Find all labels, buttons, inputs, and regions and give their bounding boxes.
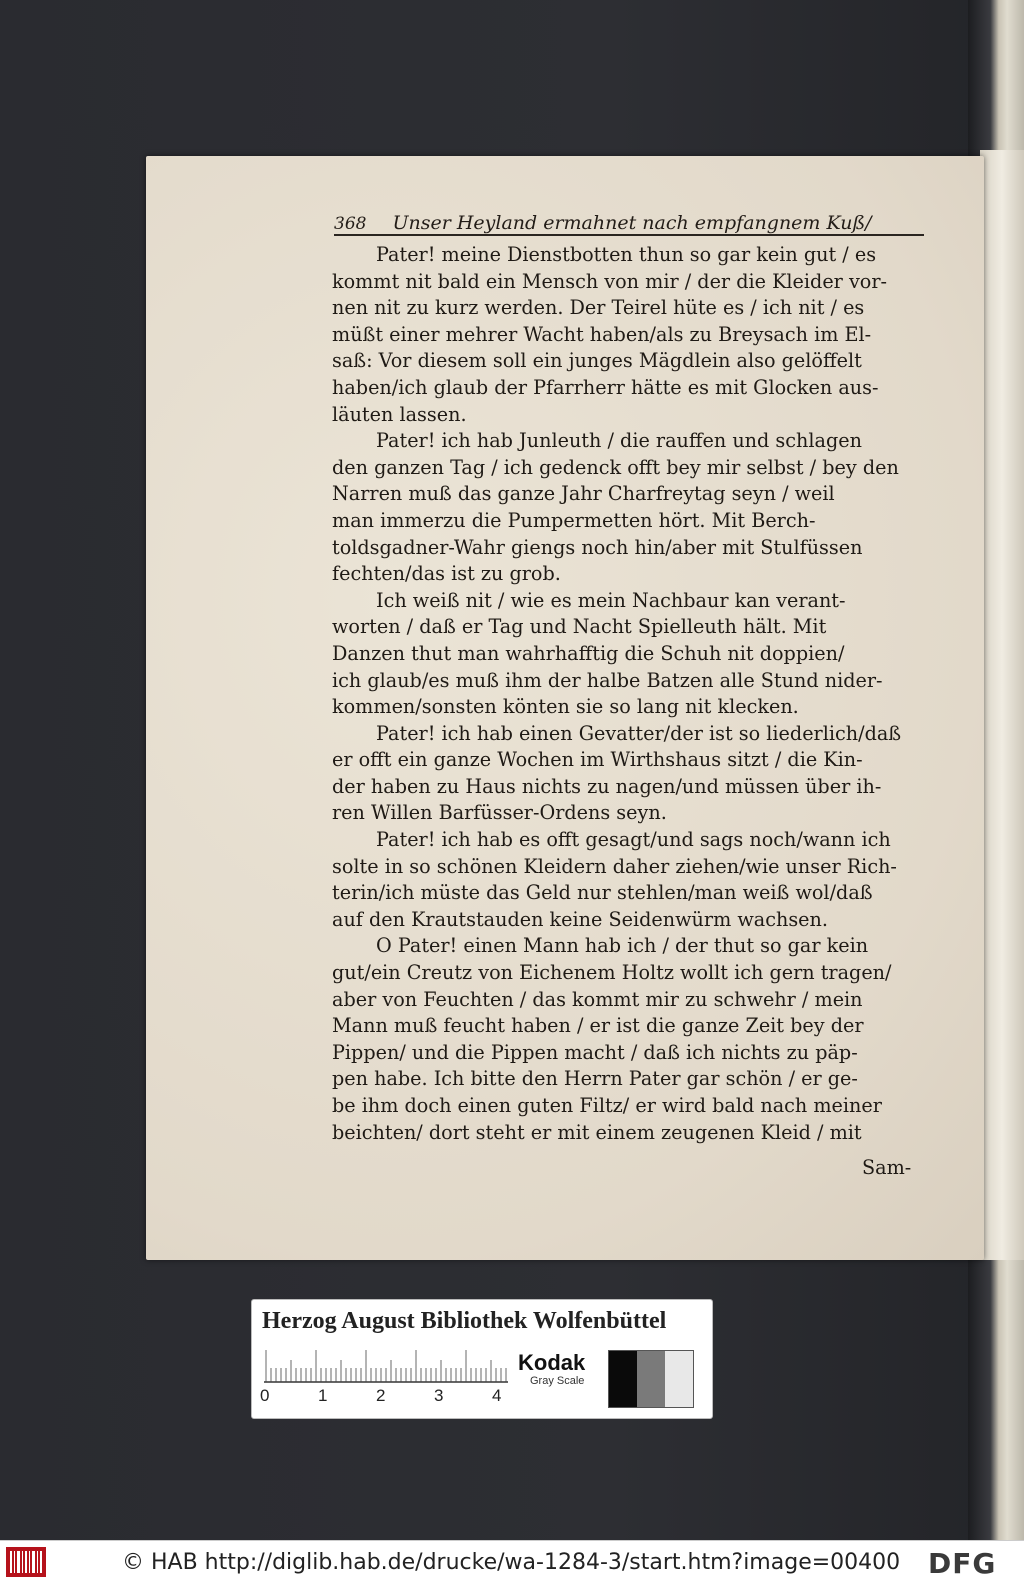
ruler-numbers: [260, 1386, 510, 1406]
text-line: Pater! ich hab es offt gesagt/und sags noch/wann ich: [376, 828, 891, 852]
ruler-scale: [264, 1348, 508, 1384]
catchword: Sam-: [862, 1156, 912, 1179]
text-line: auf den Krautstauden keine Seidenwürm wachsen.: [332, 907, 828, 931]
text-line: terin/ich müste das Geld nur stehlen/man weiß wol/daß: [332, 881, 873, 905]
gray-swatch: [637, 1351, 665, 1407]
gray-scale-swatches: [608, 1350, 694, 1408]
page-body-text: [332, 242, 932, 1146]
running-head: [334, 196, 924, 236]
text-line: kommt nit bald ein Mensch von mir / der die Kleider vor-: [332, 269, 887, 293]
text-line: Pater! ich hab Junleuth / die rauffen und schlagen: [376, 429, 862, 453]
text-line: Narren muß das ganze Jahr Charfreytag seyn / weil: [332, 482, 835, 506]
text-line: er offt ein ganze Wochen im Wirthshaus sitzt / die Kin-: [332, 748, 863, 772]
scale-card: [251, 1299, 713, 1419]
text-line: Mann muß feucht haben / er ist die ganze Zeit bey der: [332, 1014, 864, 1038]
text-line: ren Willen Barfüsser-Ordens seyn.: [332, 801, 667, 825]
text-line: Danzen thut man wahrhafftig die Schuh nit doppien/: [332, 641, 845, 665]
ruler-number: 3: [434, 1386, 444, 1405]
text-line: den ganzen Tag / ich gedenck offt bey mir selbst / bey den: [332, 455, 899, 479]
text-line: kommen/sonsten könten sie so lang nit klecken.: [332, 695, 799, 719]
text-line: Pater! ich hab einen Gevatter/der ist so liederlich/daß: [376, 721, 902, 745]
text-line: ich glaub/es muß ihm der halbe Batzen alle Stund nider-: [332, 668, 883, 692]
text-line: pen habe. Ich bitte den Herrn Pater gar schön / er ge-: [332, 1067, 858, 1091]
text-line: läuten lassen.: [332, 402, 467, 426]
ruler-number: 2: [376, 1386, 386, 1405]
gray-swatch: [665, 1351, 693, 1407]
text-line: worten / daß er Tag und Nacht Spielleuth hält. Mit: [332, 615, 827, 639]
book-page: [146, 156, 984, 1260]
gray-swatch: [609, 1351, 637, 1407]
text-line: haben/ich glaub der Pfarrherr hätte es mit Glocken aus-: [332, 375, 879, 399]
dfg-logo: DFG: [928, 1547, 997, 1580]
source-url-text: © HAB http://diglib.hab.de/drucke/wa-1284-3/start.htm?image=00400: [122, 1550, 901, 1575]
ruler-number: 1: [318, 1386, 328, 1405]
footer-bar: [0, 1540, 1024, 1583]
ruler-number: 4: [492, 1386, 502, 1405]
library-name: Herzog August Bibliothek Wolfenbüttel: [262, 1308, 667, 1334]
page-number: 368: [334, 214, 367, 234]
text-line: man immerzu die Pumpermetten hört. Mit Berch-: [332, 508, 816, 532]
kodak-logo: Kodak: [518, 1350, 586, 1375]
text-line: solte in so schönen Kleidern daher ziehen/wie unser Rich-: [332, 854, 897, 878]
text-line: O Pater! einen Mann hab ich / der thut so gar kein: [376, 934, 869, 958]
ruler-number: 0: [260, 1386, 270, 1405]
grayscale-label: Gray Scale: [530, 1375, 585, 1387]
text-line: nen nit zu kurz werden. Der Teirel hüte es / ich nit / es: [332, 296, 865, 320]
text-line: müßt einer mehrer Wacht haben/als zu Breysach im El-: [332, 322, 872, 346]
text-line: gut/ein Creutz von Eichenem Holtz wollt ich gern tragen/: [332, 961, 892, 985]
adjacent-page-edge: [980, 150, 1024, 1260]
text-line: fechten/das ist zu grob.: [332, 562, 561, 586]
text-line: der haben zu Haus nichts zu nagen/und müssen über ih-: [332, 774, 882, 798]
text-line: beichten/ dort steht er mit einem zeugenen Kleid / mit: [332, 1120, 862, 1144]
text-line: Pater! meine Dienstbotten thun so gar kein gut / es: [376, 243, 877, 266]
text-line: Pippen/ und die Pippen macht / daß ich nichts zu päp-: [332, 1040, 858, 1064]
text-line: be ihm doch einen guten Filtz/ er wird bald nach meiner: [332, 1094, 882, 1117]
hab-barcode-icon: [6, 1547, 46, 1577]
text-line: toldsgadner-Wahr giengs noch hin/aber mit Stulfüssen: [332, 535, 863, 559]
text-line: Ich weiß nit / wie es mein Nachbaur kan verant-: [376, 588, 846, 612]
text-line: aber von Feuchten / das kommt mir zu schwehr / mein: [332, 987, 863, 1011]
running-head-title: Unser Heyland ermahnet nach empfangnem Kuß/: [392, 212, 872, 234]
text-line: saß: Vor diesem soll ein junges Mägdlein also gelöffelt: [332, 349, 862, 373]
